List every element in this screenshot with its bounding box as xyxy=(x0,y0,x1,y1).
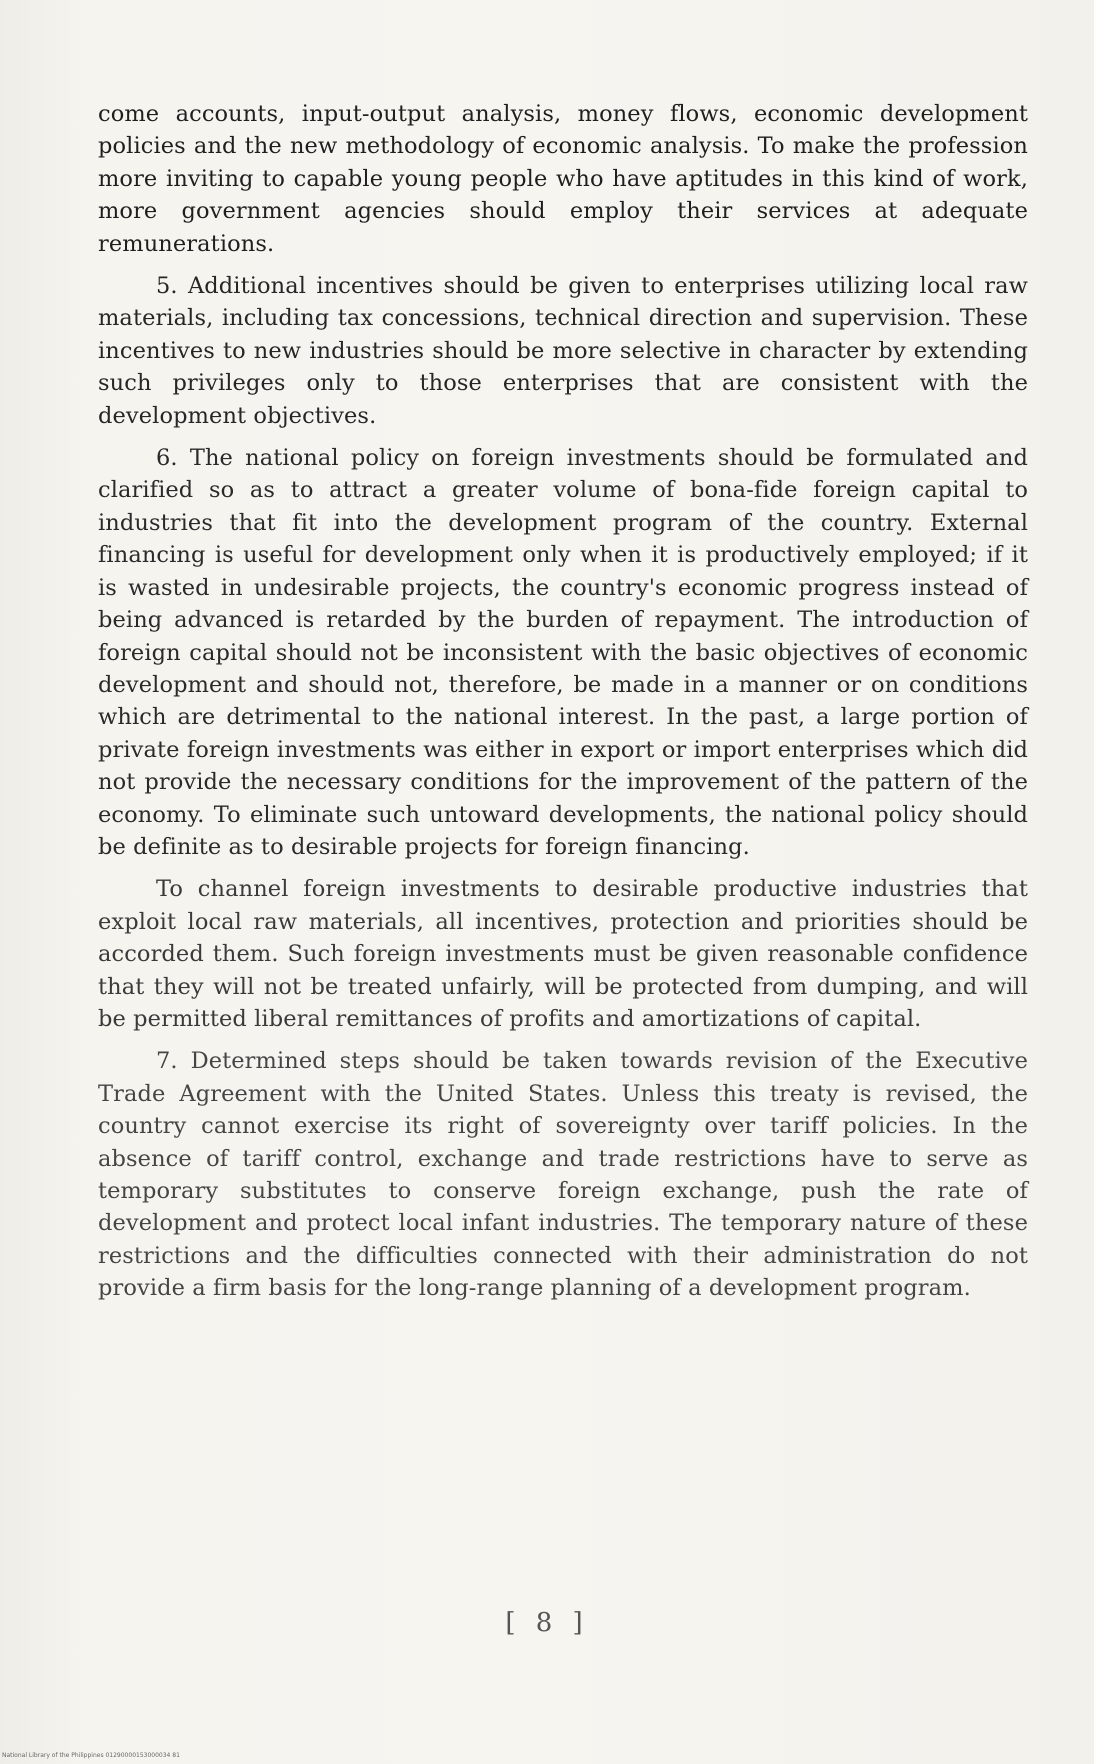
paragraph-item-5-incentives: 5. Additional incentives should be given to enterprises utilizing local raw materials, including tax concessions, technical direction and supervision. These incentives to new industries should be more selective in character by extending such privileges only to those enterprises that are consistent with the development objectives. xyxy=(98,273,1028,429)
paragraph-item-6-foreign-investments: 6. The national policy on foreign investments should be formulated and clarified so as to attract a greater volume of bona-fide foreign capital to industries that fit into the development program of the country. External financing is useful for development only when it is productively employed; if it is wasted in undesirable projects, the country's economic progress instead of being advanced is retarded by the burden of repayment. The introduction of foreign capital should not be inconsistent with the basic objectives of economic development and should not, therefore, be made in a manner or on conditions which are detrimental to the national interest. In the past, a large portion of private foreign investments was either in export or import enterprises which did not provide the necessary conditions for the improvement of the pattern of the economy. To eliminate such untoward developments, the national policy should be definite as to desirable projects for foreign financing. xyxy=(98,445,1028,860)
paragraph-item-7-trade-agreement: 7. Determined steps should be taken towards revision of the Executive Trade Agreement with the United States. Unless this treaty is revised, the country cannot exercise its right of sovereignty over tariff policies. In the absence of tariff control, exchange and trade restrictions have to serve as temporary substitutes to conserve foreign exchange, push the rate of development and protect local infant industries. The temporary nature of these restrictions and the difficulties connected with their administration do not provide a firm basis for the long-range planning of a development program. xyxy=(98,1048,1028,1302)
paragraph-remunerations: come accounts, input-output analysis, money flows, economic development policies and the new methodology of economic analysis. To make the profession more inviting to capable young people who have aptitudes in this kind of work, more government agencies should employ their services at adequate remunerations. xyxy=(98,101,1028,257)
page-number: [ 8 ] xyxy=(505,1608,589,1638)
library-footer-note: National Library of the Philippines 01290000153000034 81 xyxy=(2,1752,180,1759)
paragraph-channel-foreign-investments: To channel foreign investments to desirable productive industries that exploit local raw materials, all incentives, protection and priorities should be accorded them. Such foreign investments must be given reasonable confidence that they will not be treated unfairly, will be protected from dumping, and will be permitted liberal remittances of profits and amortizations of capital. xyxy=(98,876,1028,1032)
body-text xyxy=(98,98,1028,1315)
